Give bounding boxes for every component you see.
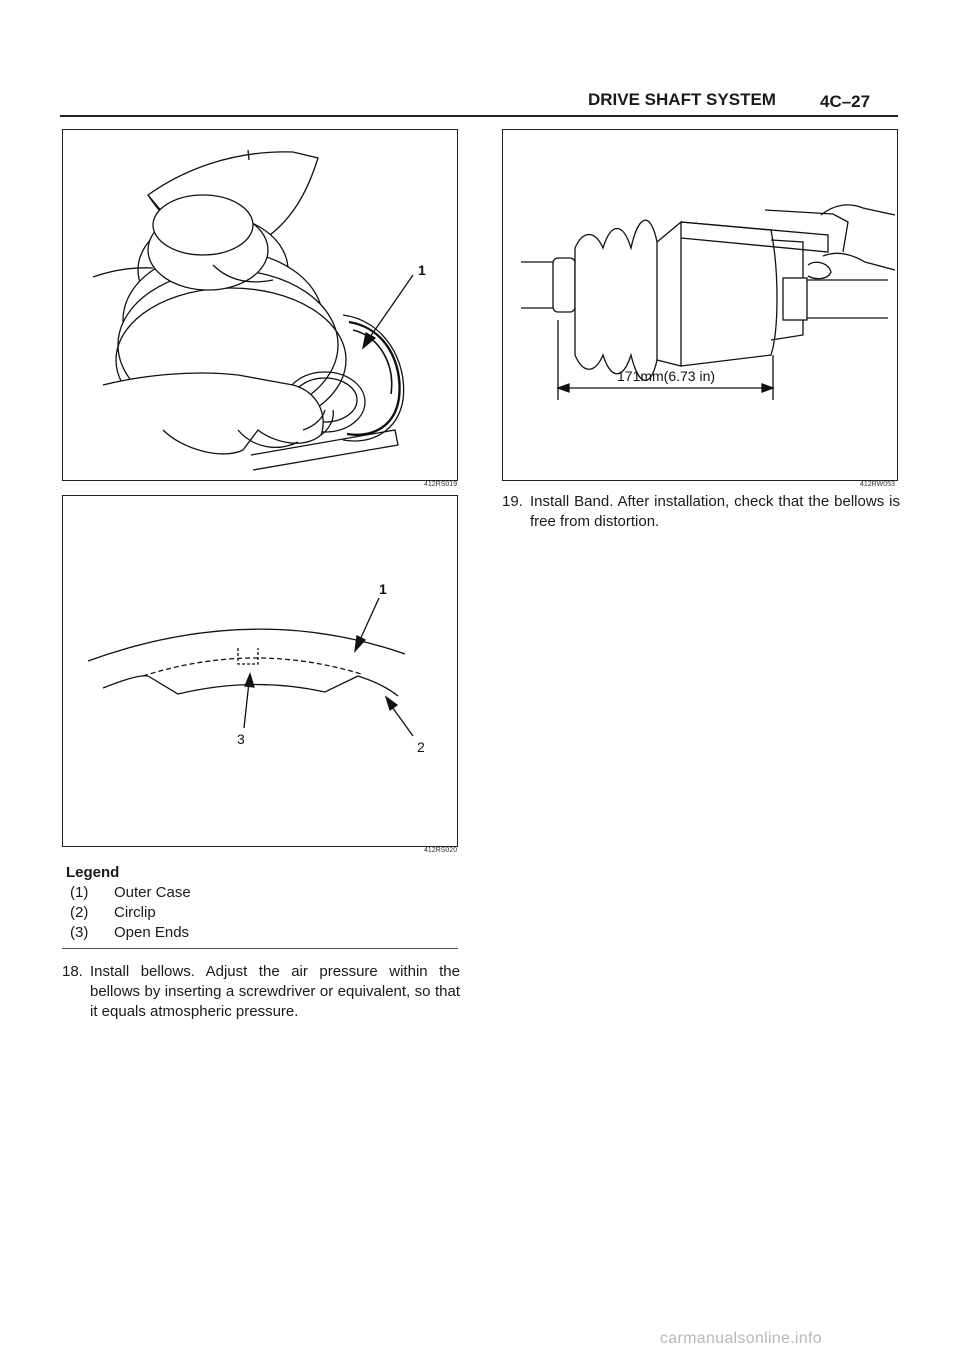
- step-text: Install bellows. Adjust the air pressure within the bellows by inserting a screwdriver or equivalent, so that it equals atmospheric pressure.: [90, 963, 460, 1020]
- figure-bellows-install: [62, 129, 458, 481]
- page-number: 4C–27: [820, 92, 871, 111]
- figure-bellows-length: [502, 129, 898, 481]
- figure-id-412rw053: 412RW053: [860, 481, 895, 488]
- fig2-callout-1: 1: [379, 581, 387, 597]
- step-text: Install Band. After installation, check that the bellows is free from distortion.: [530, 493, 900, 530]
- section-title: DRIVE SHAFT SYSTEM: [588, 90, 776, 109]
- fig1-callout-1: 1: [418, 262, 426, 278]
- figure-id-412rs020: 412RS020: [424, 847, 458, 854]
- legend-item-text: Outer Case: [114, 884, 191, 901]
- fig2-callout-2: 2: [417, 739, 425, 755]
- figure-id-412rs019: 412RS019: [424, 481, 458, 488]
- step-number: 19.: [502, 493, 523, 510]
- legend-item-num: (2): [70, 904, 89, 921]
- legend-item-text: Open Ends: [114, 924, 190, 941]
- legend-item-text: Circlip: [114, 904, 156, 921]
- legend-item-num: (1): [70, 884, 89, 901]
- fig2-callout-3: 3: [237, 731, 245, 747]
- legend-item-num: (3): [70, 924, 89, 941]
- fig3-dimension-label: 171mm(6.73 in): [617, 368, 716, 384]
- figure-circlip-detail: [62, 495, 458, 847]
- legend-title: Legend: [66, 864, 120, 881]
- footer-watermark: carmanualsonline.info: [660, 1330, 822, 1347]
- header-rule: [60, 115, 898, 117]
- step-number: 18.: [62, 963, 83, 980]
- legend-divider: [62, 948, 458, 949]
